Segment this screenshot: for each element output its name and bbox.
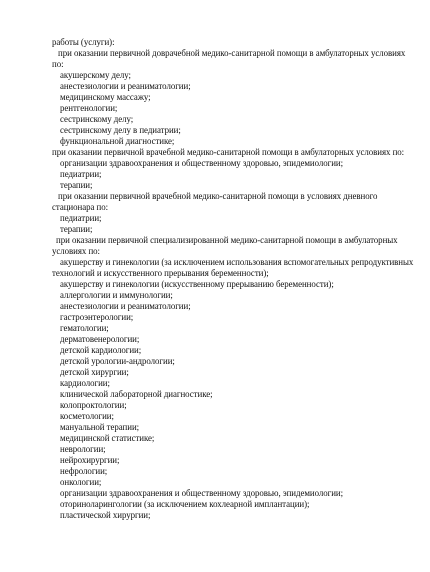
text-line: косметологии;	[60, 411, 114, 421]
text-line: акушерству и гинекологии (искусственному прерыванию беременности);	[60, 279, 334, 289]
text-line: сестринскому делу в педиатрии;	[60, 125, 181, 135]
text-line: гастроэнтерологии;	[60, 312, 134, 322]
text-line: мануальной терапии;	[60, 422, 140, 432]
text-line: детской кардиологии;	[60, 345, 142, 355]
text-line: детской урологии-андрологии;	[60, 356, 175, 366]
text-line: медицинскому массажу;	[60, 92, 151, 102]
text-line: медицинской статистике;	[60, 433, 155, 443]
text-line: нефрологии;	[60, 466, 108, 476]
text-line: неврологии;	[60, 444, 106, 454]
text-line: аллергологии и иммунологии;	[60, 290, 173, 300]
text-line: терапии;	[60, 224, 93, 234]
text-line: организации здравоохранения и общественному здоровью, эпидемиологии;	[60, 488, 344, 498]
text-line: при оказании первичной врачебной медико-санитарной помощи в условиях дневного	[58, 191, 378, 201]
text-line: стационара по:	[52, 202, 109, 212]
text-line: дерматовенерологии;	[60, 334, 140, 344]
text-line: акушерскому делу;	[60, 70, 131, 80]
text-line: онкологии;	[60, 477, 102, 487]
text-line: по:	[52, 59, 64, 69]
text-line: при оказании первичной специализированной медико-санитарной помощи в амбулаторных	[56, 235, 398, 245]
text-line: педиатрии;	[60, 169, 102, 179]
text-line: пластической хирургии;	[60, 510, 151, 520]
text-line: работы (услуги):	[52, 37, 115, 47]
text-line: при оказании первичной врачебной медико-санитарной помощи в амбулаторных условиях по:	[52, 147, 405, 157]
text-line: оториноларингологии (за исключением кохлеарной имплантации);	[60, 499, 310, 509]
text-line: рентгенологии;	[60, 103, 118, 113]
text-line: анестезиологии и реаниматологии;	[60, 81, 191, 91]
text-line: детской хирургии;	[60, 367, 129, 377]
text-line: терапии;	[60, 180, 93, 190]
text-line: гематологии;	[60, 323, 109, 333]
text-line: колопроктологии;	[60, 400, 127, 410]
text-line: кардиологии;	[60, 378, 110, 388]
text-line: при оказании первичной доврачебной медико-санитарной помощи в амбулаторных условиях	[58, 48, 406, 58]
text-line: организации здравоохранения и общественному здоровью, эпидемиологии;	[60, 158, 344, 168]
text-line: нейрохирургии;	[60, 455, 120, 465]
text-line: сестринскому делу;	[60, 114, 134, 124]
text-line: анестезиологии и реаниматологии;	[60, 301, 191, 311]
text-line: функциональной диагностике;	[60, 136, 175, 146]
text-line: клинической лабораторной диагностике;	[60, 389, 213, 399]
text-line: педиатрии;	[60, 213, 102, 223]
text-line: технологий и искусственного прерывания беременности);	[52, 268, 269, 278]
text-line: акушерству и гинекологии (за исключением использования вспомогательных репродуктивных	[60, 257, 414, 267]
text-line: условиях по:	[52, 246, 100, 256]
